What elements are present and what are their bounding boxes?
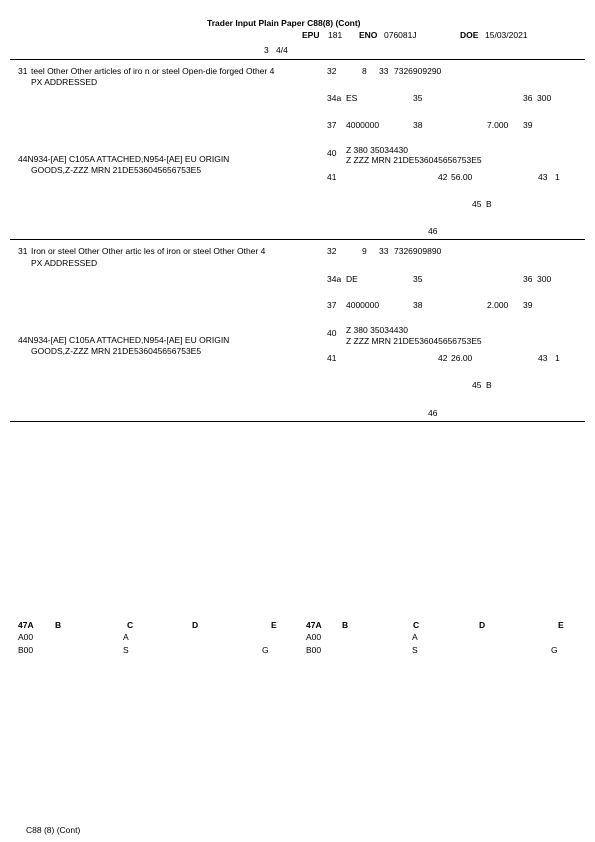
goods-description-line2: PX ADDRESSED — [31, 258, 98, 268]
col-e-header: E — [271, 620, 277, 630]
box33-label: 33 — [379, 246, 389, 256]
box47a-label: 47A — [306, 620, 322, 630]
box32-label: 32 — [327, 246, 337, 256]
box38-label: 38 — [413, 300, 423, 310]
additional-info-line2: GOODS,Z-ZZZ MRN 21DE536045656753E5 — [31, 165, 202, 175]
origin-country: ES — [346, 93, 358, 103]
goods-description-line2: PX ADDRESSED — [31, 77, 98, 87]
tax-type: A00 — [18, 632, 34, 642]
box34a-label: 34a — [327, 274, 342, 284]
box40-label: 40 — [327, 148, 337, 158]
item-price: 26.00 — [451, 353, 473, 363]
additional-info: 44N934-[AE] C105A ATTACHED,N954-[AE] EU ORIGIN — [18, 335, 230, 345]
col-b-header: B — [342, 620, 349, 630]
box31-label: 31 — [18, 66, 28, 76]
box42-label: 42 — [438, 172, 448, 182]
box38-label: 38 — [413, 120, 423, 130]
previous-document-line2: Z ZZZ MRN 21DE536045656753E5 — [346, 336, 482, 346]
col-e-header: E — [558, 620, 564, 630]
doe-label: DOE — [460, 30, 479, 40]
procedure-code: 4000000 — [346, 300, 380, 310]
col-b-header: B — [55, 620, 62, 630]
origin-country: DE — [346, 274, 358, 284]
divider — [10, 239, 585, 240]
box43-label: 43 — [538, 172, 548, 182]
tax-code: S — [412, 645, 418, 655]
additional-info: 44N934-[AE] C105A ATTACHED,N954-[AE] EU ORIGIN — [18, 154, 230, 164]
eno-value: 076081J — [384, 30, 417, 40]
net-mass: 2.000 — [487, 300, 509, 310]
epu-label: EPU — [302, 30, 320, 40]
form-label: 3 — [264, 45, 269, 55]
epu-value: 181 — [328, 30, 343, 40]
form-number: 4/4 — [276, 45, 288, 55]
previous-document-line2: Z ZZZ MRN 21DE536045656753E5 — [346, 155, 482, 165]
adjustment-code: B — [486, 380, 492, 390]
item-number: 8 — [362, 66, 367, 76]
divider — [10, 421, 585, 422]
tax-code: S — [123, 645, 129, 655]
box42-label: 42 — [438, 353, 448, 363]
tax-code: A — [123, 632, 129, 642]
payment-method: G — [551, 645, 558, 655]
procedure-code: 4000000 — [346, 120, 380, 130]
box45-label: 45 — [472, 199, 482, 209]
tax-type: A00 — [306, 632, 322, 642]
box34a-label: 34a — [327, 93, 342, 103]
preference-code: 300 — [537, 93, 552, 103]
additional-info-line2: GOODS,Z-ZZZ MRN 21DE536045656753E5 — [31, 346, 202, 356]
previous-document: Z 380 35034430 — [346, 145, 408, 155]
box41-label: 41 — [327, 172, 337, 182]
box47a-label: 47A — [18, 620, 34, 630]
net-mass: 7.000 — [487, 120, 509, 130]
box39-label: 39 — [523, 120, 533, 130]
preference-code: 300 — [537, 274, 552, 284]
box39-label: 39 — [523, 300, 533, 310]
payment-method: G — [262, 645, 269, 655]
commodity-code: 7326909890 — [394, 246, 442, 256]
tax-type: B00 — [306, 645, 322, 655]
tax-code: A — [412, 632, 418, 642]
box45-label: 45 — [472, 380, 482, 390]
col-d-header: D — [479, 620, 486, 630]
goods-description: Iron or steel Other Other artic les of iron or steel Other Other 4 — [31, 246, 266, 256]
box33-label: 33 — [379, 66, 389, 76]
box36-label: 36 — [523, 274, 533, 284]
box40-label: 40 — [327, 328, 337, 338]
box37-label: 37 — [327, 120, 337, 130]
col-c-header: C — [413, 620, 420, 630]
box41-label: 41 — [327, 353, 337, 363]
commodity-code: 7326909290 — [394, 66, 442, 76]
doe-value: 15/03/2021 — [485, 30, 528, 40]
item-number: 9 — [362, 246, 367, 256]
box36-label: 36 — [523, 93, 533, 103]
form-footer-label: C88 (8) (Cont) — [26, 825, 81, 835]
box35-label: 35 — [413, 274, 423, 284]
box46-label: 46 — [428, 408, 438, 418]
box31-label: 31 — [18, 246, 28, 256]
tax-type: B00 — [18, 645, 34, 655]
divider — [10, 59, 585, 60]
box37-label: 37 — [327, 300, 337, 310]
item-price: 56.00 — [451, 172, 473, 182]
previous-document: Z 380 35034430 — [346, 325, 408, 335]
valuation-method: 1 — [555, 172, 560, 182]
col-d-header: D — [192, 620, 199, 630]
eno-label: ENO — [359, 30, 378, 40]
col-c-header: C — [127, 620, 134, 630]
box35-label: 35 — [413, 93, 423, 103]
page-title: Trader Input Plain Paper C88(8) (Cont) — [207, 18, 361, 28]
goods-description: teel Other Other articles of iro n or steel Open-die forged Other 4 — [31, 66, 275, 76]
box43-label: 43 — [538, 353, 548, 363]
valuation-method: 1 — [555, 353, 560, 363]
box32-label: 32 — [327, 66, 337, 76]
box46-label: 46 — [428, 226, 438, 236]
adjustment-code: B — [486, 199, 492, 209]
